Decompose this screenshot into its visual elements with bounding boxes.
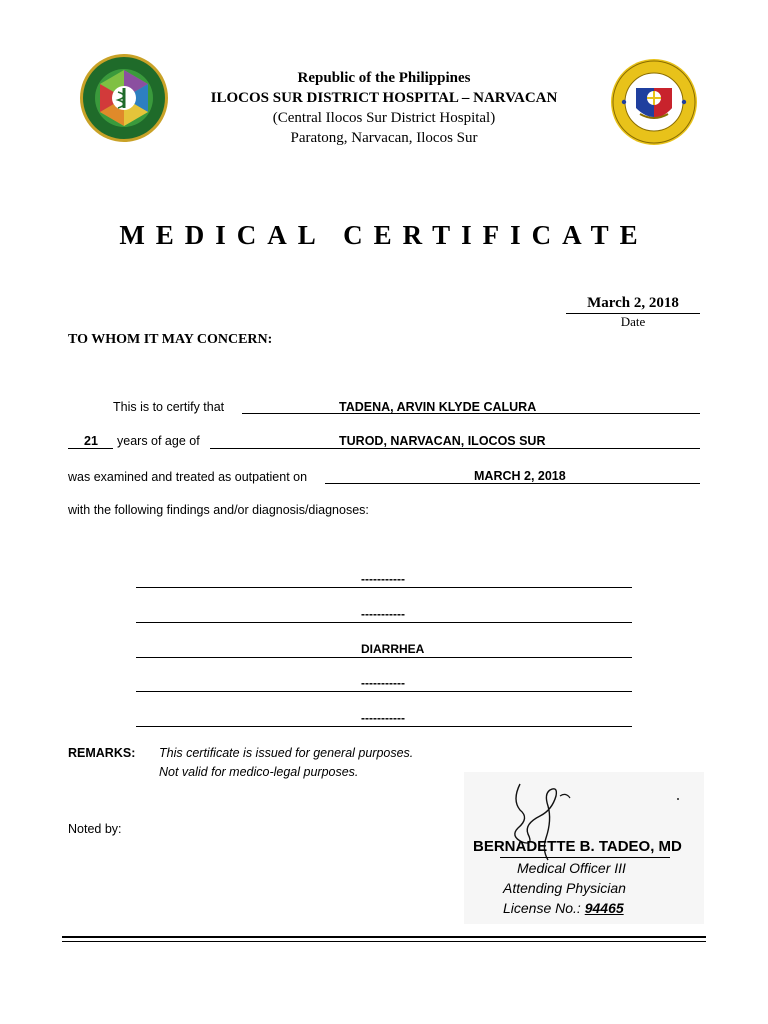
footer-rule-thick (62, 936, 706, 938)
license-label-text: License No.: (503, 900, 585, 916)
finding-line-2 (136, 622, 632, 623)
patient-address: TUROD, NARVACAN, ILOCOS SUR (339, 434, 546, 448)
noted-by-label: Noted by: (68, 822, 122, 836)
certificate-date: March 2, 2018 (566, 295, 700, 314)
finding-4: ----------- (361, 676, 405, 690)
document-title: MEDICAL CERTIFICATE (119, 220, 649, 250)
finding-1: ----------- (361, 572, 405, 586)
salutation: TO WHOM IT MAY CONCERN: (68, 332, 273, 347)
certify-intro: This is to certify that (113, 400, 225, 414)
signature-dot (677, 798, 679, 800)
finding-line-5 (136, 726, 632, 727)
physician-title: Medical Officer III (517, 860, 626, 876)
header-address: Paratong, Narvacan, Ilocos Sur (290, 130, 478, 146)
physician-name: BERNADETTE B. TADEO, MD (473, 838, 682, 855)
remark-line-2: Not valid for medico-legal purposes. (159, 765, 359, 779)
address-line (210, 448, 700, 449)
signature-line (500, 857, 670, 858)
license-label (503, 900, 624, 916)
exam-date-line (325, 483, 700, 484)
license-number: 94465 (584, 900, 624, 916)
finding-line-1 (136, 587, 632, 588)
age-line (68, 448, 113, 449)
finding-line-3 (136, 657, 632, 658)
finding-line-4 (136, 691, 632, 692)
header-hospital-alt-name: (Central Ilocos Sur District Hospital) (272, 110, 496, 126)
patient-age: 21 (84, 434, 98, 448)
date-label: Date (620, 314, 646, 329)
physician-role: Attending Physician (503, 880, 626, 896)
exam-date: MARCH 2, 2018 (474, 469, 566, 483)
finding-5: ----------- (361, 711, 405, 725)
remark-line-1: This certificate is issued for general purposes. (159, 746, 414, 760)
footer-rule-thin (62, 941, 706, 942)
patient-name: TADENA, ARVIN KLYDE CALURA (339, 400, 537, 414)
age-suffix: years of age of (117, 434, 200, 448)
findings-intro: with the following findings and/or diagnosis/diagnoses: (68, 503, 369, 517)
finding-2: ----------- (361, 607, 405, 621)
finding-3: DIARRHEA (361, 642, 425, 656)
header-republic: Republic of the Philippines (297, 70, 471, 86)
remarks-label: REMARKS: (68, 746, 136, 760)
header-hospital-name: ILOCOS SUR DISTRICT HOSPITAL – NARVACAN (210, 90, 558, 106)
examined-text: was examined and treated as outpatient on (68, 470, 308, 484)
